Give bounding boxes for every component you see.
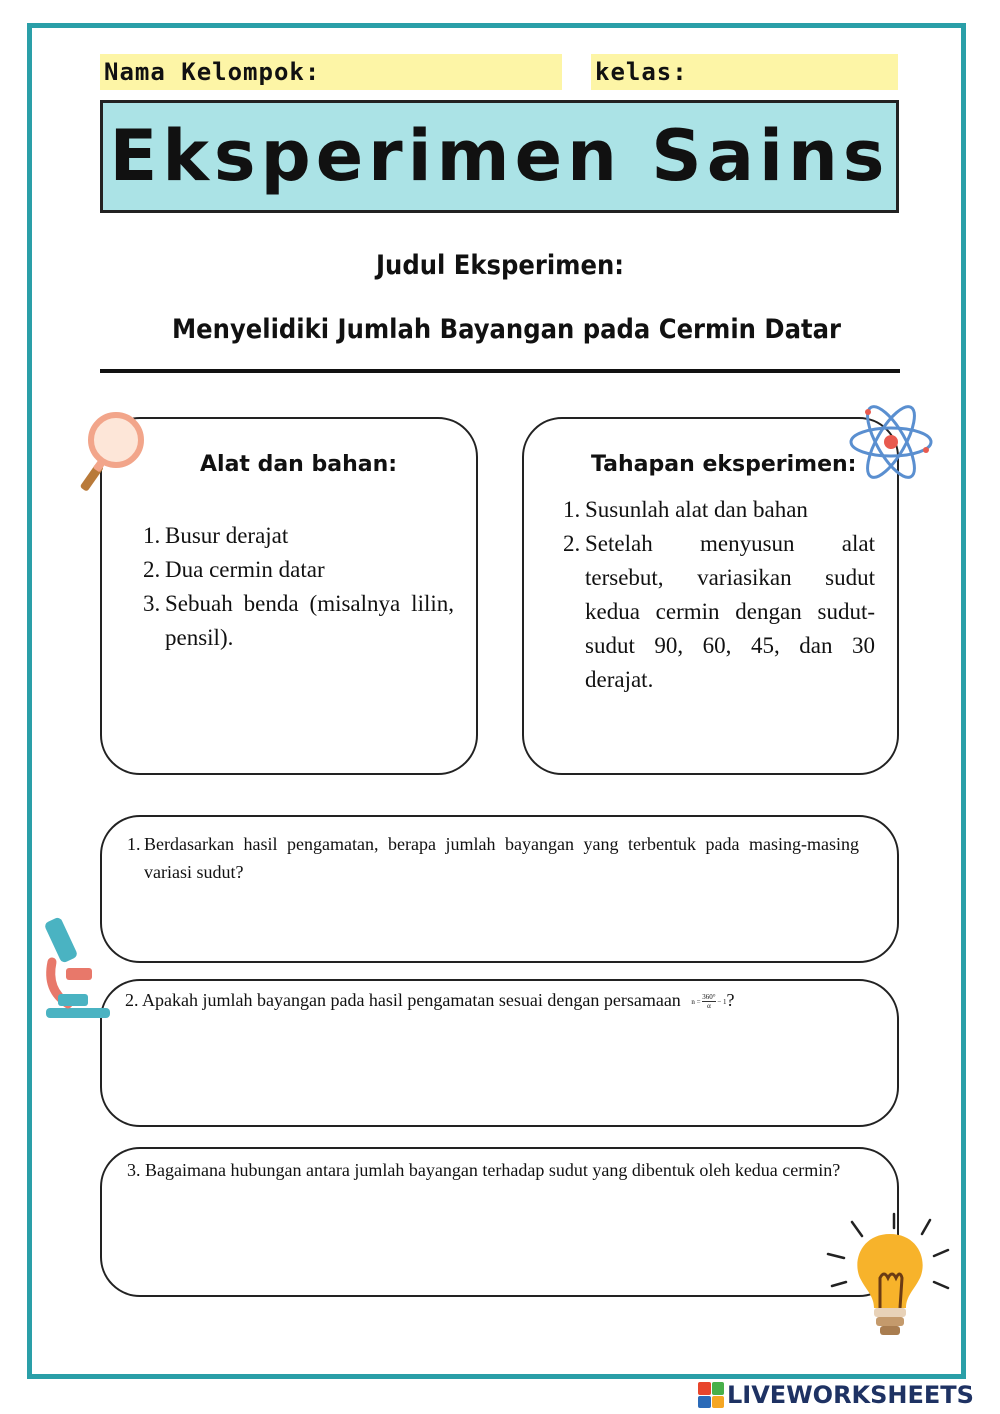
light-bulb-icon (822, 1212, 957, 1347)
list-item: 1. Susunlah alat dan bahan (563, 497, 808, 522)
liveworksheets-logo-icon (698, 1382, 724, 1408)
tools-title: Alat dan bahan: (200, 452, 398, 477)
class-field[interactable] (591, 54, 898, 90)
list-item: 1. Busur derajat (143, 523, 289, 548)
atom-icon (846, 402, 936, 482)
list-item: 2. Dua cermin datar (143, 557, 325, 582)
brand-name: LIVEWORKSHEETS (727, 1381, 974, 1409)
group-name-field[interactable] (100, 54, 562, 90)
page-title: Eksperimen Sains (100, 100, 899, 213)
list-item: 3. Sebuah benda (misalnya lilin, pensil). (143, 591, 454, 650)
formula: n = $\frac{360^\circ}{\alpha}$ − 1 (691, 993, 727, 1011)
liveworksheets-brand (698, 1380, 974, 1410)
experiment-subtitle: Menyelidiki Jumlah Bayangan pada Cermin Datar (172, 314, 841, 345)
experiment-heading: Judul Eksperimen: (376, 250, 624, 281)
microscope-icon (38, 912, 113, 1022)
divider-line (100, 369, 900, 373)
question-3: 3. Bagaimana hubungan antara jumlah bayangan terhadap sudut yang dibentuk oleh kedua cermin? (127, 1160, 841, 1180)
list-item: 2. Setelah menyusun alat tersebut, variasikan sudut kedua cermin dengan sudut-sudut 90, 60, 45, dan 30 derajat. (563, 531, 875, 692)
class-label: kelas: (595, 58, 688, 86)
question-1: 1. Berdasarkan hasil pengamatan, berapa jumlah bayangan yang terbentuk pada masing-masing variasi sudut? (127, 834, 859, 882)
group-name-label: Nama Kelompok: (104, 58, 321, 86)
magnifying-glass-icon (68, 404, 148, 504)
tools-list (143, 519, 454, 655)
question-2: 2. Apakah jumlah bayangan pada hasil pengamatan sesuai dengan persamaan n = $\frac{360^\circ}{\alpha}$ − 1? (125, 990, 735, 1011)
steps-title: Tahapan eksperimen: (591, 452, 857, 477)
steps-list (563, 493, 875, 697)
